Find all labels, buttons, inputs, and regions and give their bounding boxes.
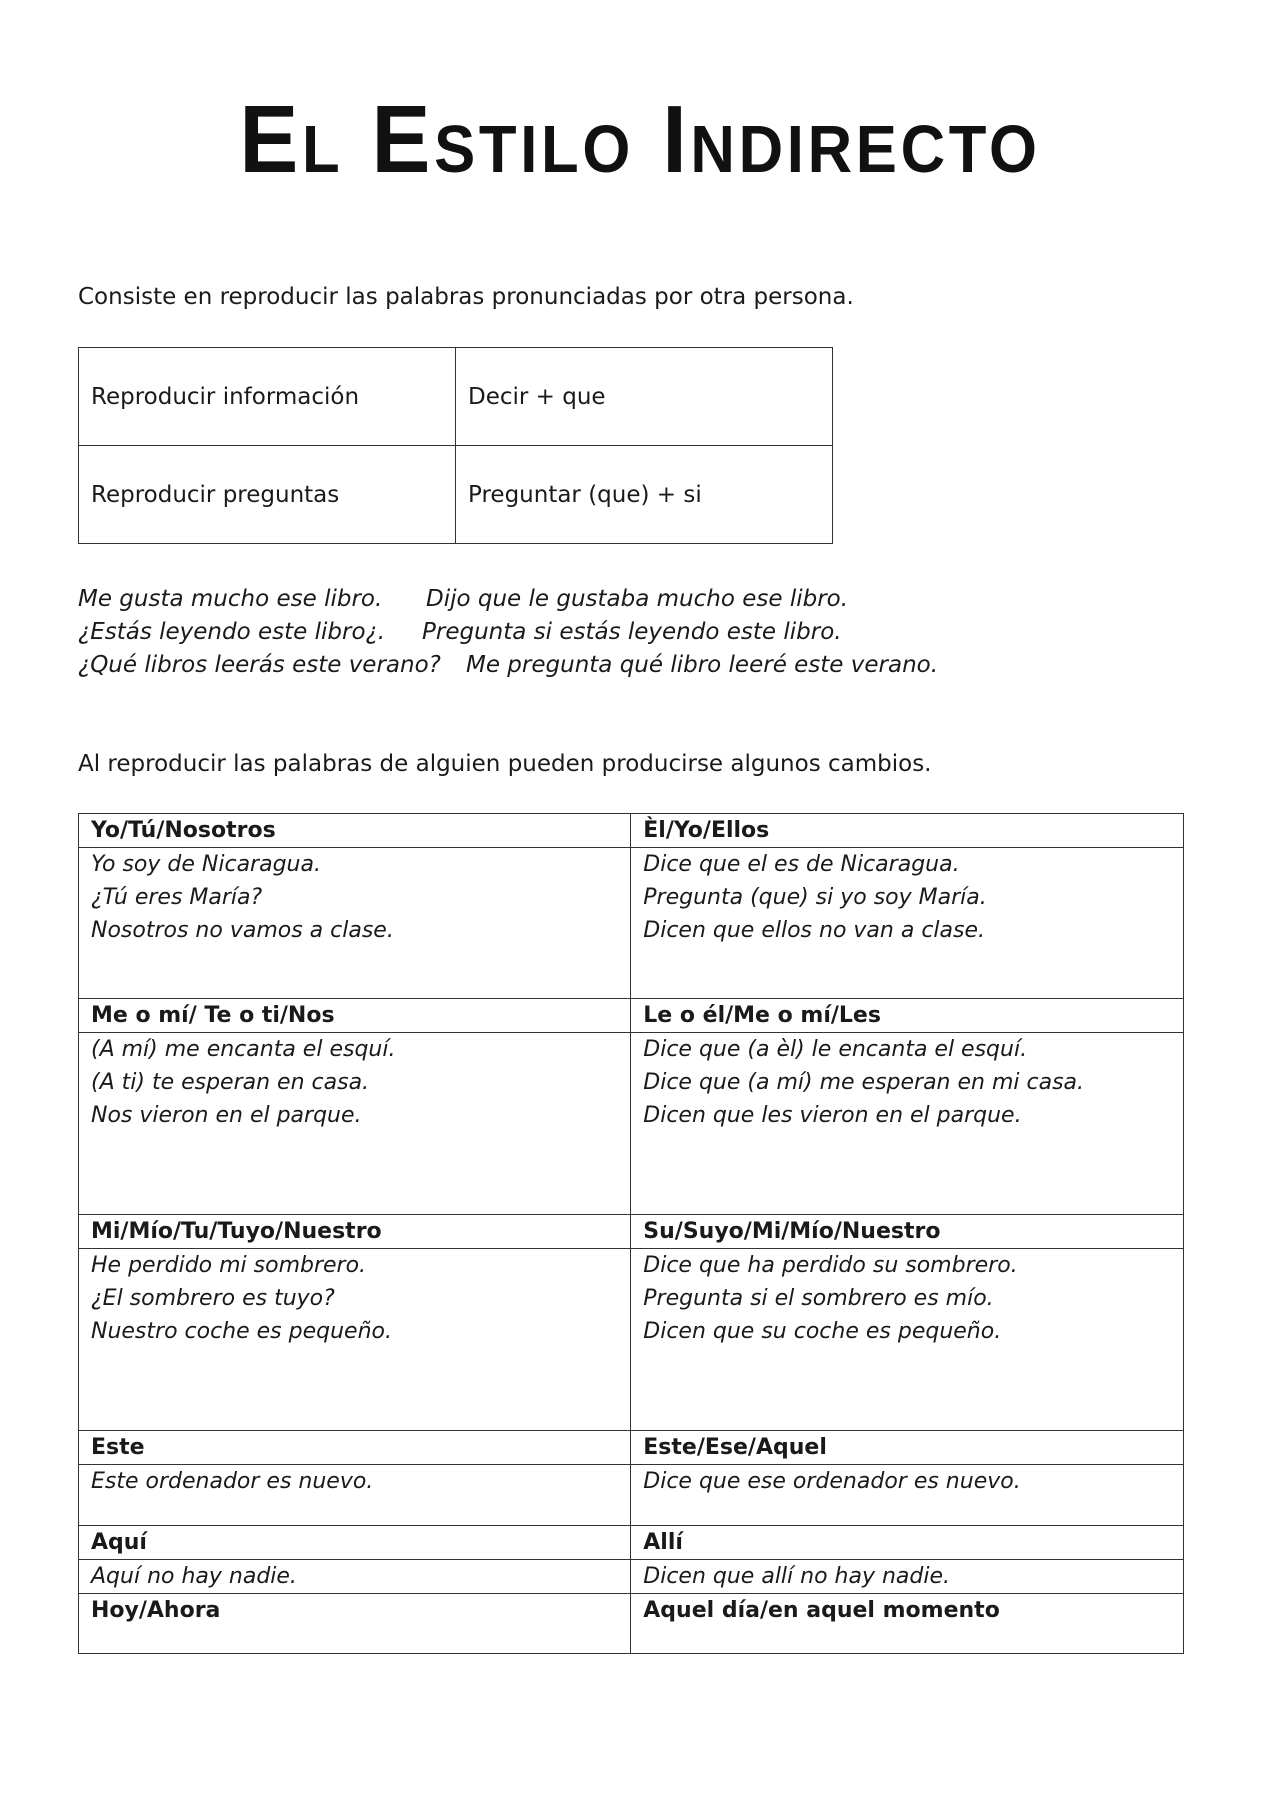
- table-row: [79, 348, 833, 446]
- example-indirect: Pregunta si estás leyendo este libro.: [422, 619, 842, 645]
- example-sentence: Dicen que les vieron en el parque.: [643, 1103, 1022, 1128]
- indirect-form-heading: Este/Ese/Aquel: [631, 1431, 1184, 1465]
- summary-table: [78, 347, 833, 544]
- indirect-examples-cell: [631, 1465, 1184, 1526]
- indirect-form-heading: Le o él/Me o mí/Les: [631, 999, 1184, 1033]
- indirect-examples-cell: [631, 1033, 1184, 1215]
- direct-form-heading: Hoy/Ahora: [79, 1594, 631, 1654]
- example-sentence: Yo soy de Nicaragua.: [91, 852, 321, 877]
- direct-examples-cell: [79, 1465, 631, 1526]
- example-sentence: (A mí) me encanta el esquí.: [91, 1037, 396, 1062]
- intro-text: Consiste en reproducir las palabras pronunciadas por otra persona.: [78, 284, 854, 310]
- table-header-row: [79, 1526, 1184, 1560]
- table-row: [79, 1033, 1184, 1215]
- table-header-row: [79, 1594, 1184, 1654]
- example-sentence: Dice que ese ordenador es nuevo.: [643, 1469, 1021, 1494]
- indirect-form-heading: Su/Suyo/Mi/Mío/Nuestro: [631, 1215, 1184, 1249]
- example-sentence: Pregunta si el sombrero es mío.: [643, 1286, 994, 1311]
- example-original: Me gusta mucho ese libro.: [78, 586, 383, 612]
- direct-form-heading: Este: [79, 1431, 631, 1465]
- indirect-examples-cell: [631, 1560, 1184, 1594]
- direct-form-heading: Mi/Mío/Tu/Tuyo/Nuestro: [79, 1215, 631, 1249]
- example-sentence: ¿El sombrero es tuyo?: [91, 1286, 335, 1311]
- example-sentence: Nuestro coche es pequeño.: [91, 1319, 392, 1344]
- summary-label: Reproducir información: [79, 348, 456, 446]
- direct-form-heading: Me o mí/ Te o ti/Nos: [79, 999, 631, 1033]
- table-row: [79, 848, 1184, 999]
- example-sentence: Dice que el es de Nicaragua.: [643, 852, 960, 877]
- table-header-row: [79, 1215, 1184, 1249]
- example-sentence: Nosotros no vamos a clase.: [91, 918, 394, 943]
- example-sentence: Dice que ha perdido su sombrero.: [643, 1253, 1018, 1278]
- table-header-row: [79, 814, 1184, 848]
- table-row: [79, 1465, 1184, 1526]
- example-sentence: ¿Tú eres María?: [91, 885, 263, 910]
- indirect-form-heading: Èl/Yo/Ellos: [631, 814, 1184, 848]
- example-indirect: Me pregunta qué libro leeré este verano.: [466, 652, 939, 678]
- example-line: [78, 649, 938, 682]
- table-header-row: [79, 999, 1184, 1033]
- summary-rule: Preguntar (que) + si: [456, 446, 833, 544]
- summary-rule: Decir + que: [456, 348, 833, 446]
- table-header-row: [79, 1431, 1184, 1465]
- changes-intro-text: Al reproducir las palabras de alguien pueden producirse algunos cambios.: [78, 751, 932, 777]
- example-sentences: [78, 583, 938, 682]
- direct-form-heading: Aquí: [79, 1526, 631, 1560]
- example-original: ¿Estás leyendo este libro¿.: [78, 619, 386, 645]
- table-row: [79, 1560, 1184, 1594]
- example-sentence: Dicen que ellos no van a clase.: [643, 918, 986, 943]
- example-line: [78, 616, 938, 649]
- example-sentence: Dice que (a mí) me esperan en mi casa.: [643, 1070, 1085, 1095]
- page-title: El Estilo Indirecto: [239, 86, 1041, 193]
- example-sentence: Aquí no hay nadie.: [91, 1564, 297, 1589]
- direct-examples-cell: [79, 1560, 631, 1594]
- direct-examples-cell: [79, 1033, 631, 1215]
- changes-table: [78, 813, 1184, 1654]
- summary-label: Reproducir preguntas: [79, 446, 456, 544]
- table-row: [79, 1249, 1184, 1431]
- example-original: ¿Qué libros leerás este verano?: [78, 652, 441, 678]
- example-sentence: Dicen que allí no hay nadie.: [643, 1564, 951, 1589]
- direct-form-heading: Yo/Tú/Nosotros: [79, 814, 631, 848]
- indirect-examples-cell: [631, 1249, 1184, 1431]
- indirect-form-heading: Aquel día/en aquel momento: [631, 1594, 1184, 1654]
- example-line: [78, 583, 938, 616]
- example-sentence: Nos vieron en el parque.: [91, 1103, 362, 1128]
- example-sentence: (A ti) te esperan en casa.: [91, 1070, 370, 1095]
- example-sentence: Dicen que su coche es pequeño.: [643, 1319, 1002, 1344]
- example-sentence: Pregunta (que) si yo soy María.: [643, 885, 987, 910]
- table-row: [79, 446, 833, 544]
- indirect-form-heading: Allí: [631, 1526, 1184, 1560]
- example-sentence: Este ordenador es nuevo.: [91, 1469, 374, 1494]
- indirect-examples-cell: [631, 848, 1184, 999]
- example-sentence: He perdido mi sombrero.: [91, 1253, 367, 1278]
- example-sentence: Dice que (a èl) le encanta el esquí.: [643, 1037, 1028, 1062]
- direct-examples-cell: [79, 848, 631, 999]
- example-indirect: Dijo que le gustaba mucho ese libro.: [426, 586, 849, 612]
- direct-examples-cell: [79, 1249, 631, 1431]
